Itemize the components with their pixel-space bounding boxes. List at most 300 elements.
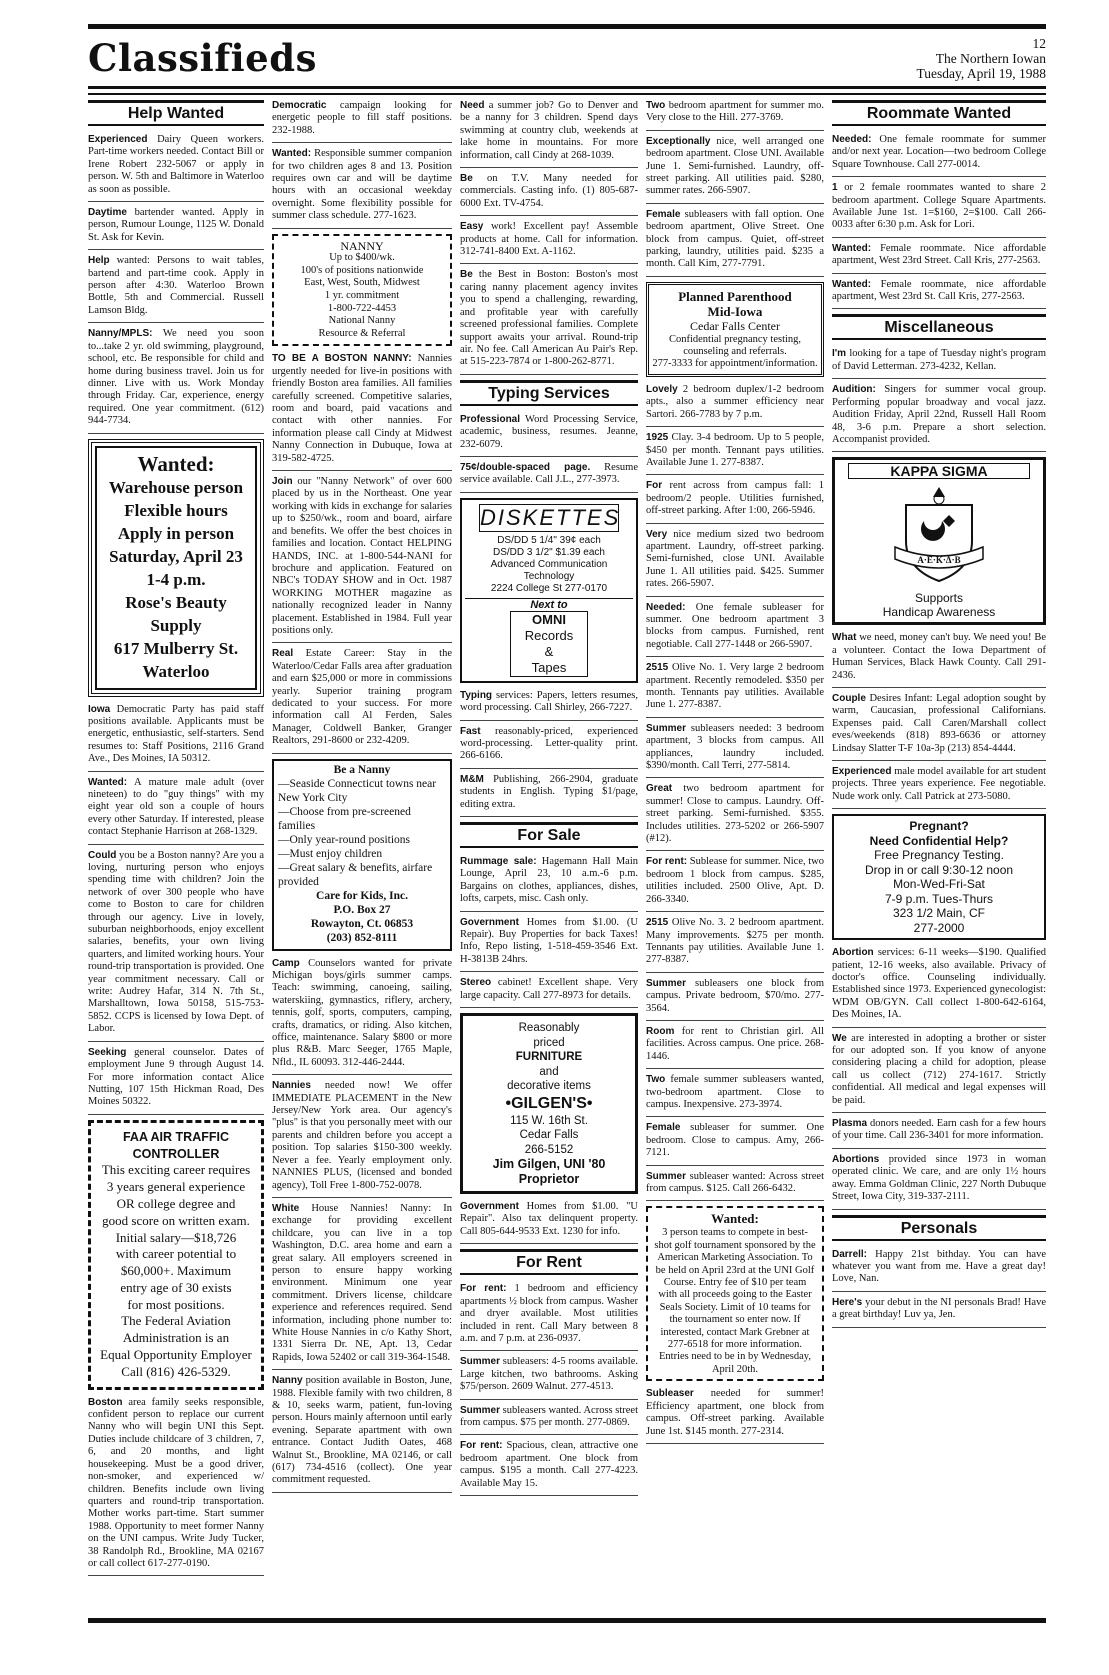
display-ad-kappa: [832, 457, 1046, 625]
ad-lead-word: 75¢/double-spaced page.: [460, 461, 591, 473]
display-ad-line: NANNY: [340, 238, 384, 253]
ad-lead-word: Here's: [832, 1296, 863, 1308]
ad-text: needed for summer! Efficiency apartment, one block from campus. Off-street parking. Available June 1st. $145 month. 277-2314.: [646, 1388, 824, 1437]
classified-ad: [646, 384, 824, 427]
display-ad-line: priced: [533, 1036, 565, 1049]
display-ad-line: Records: [510, 628, 588, 644]
ad-text: needed now! We offer IMMEDIATE PLACEMENT in the New Jersey/New York area. Our agency's "plus" is that you personally meet with our parents and children before you accept a position. Top salaries $150-300 weekly. Never a fee. Yearly employment only. NANNIES PLUS, (licensed and bonded agency), Toll Free 1-800-752-0078.: [272, 1080, 452, 1191]
ad-text: work! Excellent pay! Assemble products at home. Call for information. 312-741-8400 Ext. A-1162.: [460, 221, 638, 258]
display-ad-line: P.O. Box 27: [333, 903, 391, 916]
classified-ad: [460, 977, 638, 1008]
ad-text: looking for a tape of Tuesday night's program of David Letterman. 273-4232, Kellan.: [832, 348, 1046, 372]
ad-lead-word: What: [832, 632, 857, 644]
display-ad-line: Saturday, April 23: [109, 546, 243, 566]
section-heading: Personals: [832, 1215, 1046, 1241]
display-ad-line: Jim Gilgen, UNI '80: [492, 1157, 606, 1172]
classified-ad: [88, 1397, 264, 1577]
display-ad-line: Equal Opportunity Employer: [100, 1347, 252, 1363]
bottom-rule: [88, 1618, 1046, 1623]
issue-date: Tuesday, April 19, 1988: [916, 66, 1046, 81]
classified-ad: [272, 958, 452, 1076]
display-ad-line: 323 1/2 Main, CF: [892, 906, 986, 921]
ad-text: for rent to Christian girl. All facilities. Across campus. One price. 268-1446.: [646, 1025, 824, 1062]
display-ad-line: Wanted:: [711, 1211, 759, 1227]
column-5: [832, 100, 1046, 1610]
classified-ad: [646, 529, 824, 597]
ad-lead-word: Democratic: [272, 100, 327, 111]
ad-lead-word: Be: [460, 269, 473, 281]
display-ad-line: Mid-Iowa: [707, 303, 763, 319]
ad-text: subleasers wanted. Across street from campus. $75 per month. 277-0869.: [460, 1404, 638, 1428]
classified-ad: [460, 221, 638, 264]
display-ad-line: Rose's Beauty: [125, 592, 227, 612]
classified-ad: [460, 414, 638, 457]
ad-text: 1 bedroom and efficiency apartments ½ block from campus. Washer and dryer available. Most utilities included in rent. Call Mary between 8 a.m. and 7 p.m. at 236-0937.: [460, 1283, 638, 1344]
classified-ad: [460, 774, 638, 817]
section-heading: Miscellaneous: [832, 314, 1046, 340]
ad-lead-word: Needed:: [832, 134, 872, 145]
ad-lead-word: 2515: [646, 917, 669, 929]
classified-ad: [646, 100, 824, 131]
page-number: 12: [1032, 36, 1046, 51]
crest-motto-text: A·E·K·Δ·B: [917, 555, 961, 566]
ad-text: campaign looking for energetic people to fill staff positions. 232-1988.: [272, 100, 452, 136]
display-ad-pregnant: [832, 814, 1046, 940]
ad-text: Resume service available. Call J.L., 277-3973.: [460, 461, 638, 486]
ad-lead-word: Government: [460, 1201, 519, 1213]
display-ad-line: 3 person teams to compete in best-shot golf tournament sponsored by the American Marketing Association. To be held on April 23rd at the UNI Golf Course. Entry fee of $10 per team with all proceeds going to the Easter Seals Society. Limit of 10 teams for the tournament so enter now. If interested, contact Mark Grebner at 277-6518 for more information. Entries need to be in by Wednesday, April 20th.: [654, 1227, 816, 1375]
ad-text: wanted: Persons to wait tables, bartend and part-time cook. Apply in person after 4:30. Waterloo Brown Bottle, 5th and Commercial. Russell Lamson Bldg.: [88, 255, 264, 316]
ad-text: or 2 female roommates wanted to share 2 bedroom apartment. College Square Apartments. Available June 1st. 1=$160, 2=$100. Call 266-0033 after 6:30 p.m. Ask for Lori.: [832, 182, 1046, 231]
display-ad-line: Free Pregnancy Testing.: [874, 848, 1004, 863]
ad-lead-word: Be: [460, 173, 473, 185]
ad-lead-word: Female: [646, 1122, 681, 1134]
classified-ad: [272, 148, 452, 228]
top-rule: [88, 24, 1046, 29]
ad-lead-word: Nannies: [272, 1080, 311, 1092]
classified-ad: [272, 353, 452, 471]
ad-lead-word: Need: [460, 100, 485, 111]
display-ad-golf: [646, 1206, 824, 1381]
ad-text: House Nannies! Nanny: In exchange for providing excellent childcare, you can live in a top Washington, D.C. area home and earn a great salary. All employers screened in person to ensure happy working environment. Minimum one year commitment. Drivers license, childcare experience and references required. Send information, including phone number to: White House Nannies in c/o Kathy Short, 1331 Sierra Dr. NE, Apt. 13, Cedar Rapids, Iowa 52402 or call 319-364-1548.: [272, 1202, 452, 1363]
ad-text: female summer subleasers wanted, two-bedroom apartment. Close to campus. Inexpensive. 273-3974.: [646, 1074, 824, 1110]
display-ad-line: This exciting career requires: [101, 1162, 251, 1178]
ad-text: reasonably-priced, experienced word-processing. Letter-quality print. 266-6166.: [460, 725, 638, 762]
ad-text: our "Nanny Network" of over 600 placed by us in the Northeast. One year working with kids in exchange for salaries up to $250/wk., room and board, airfare and benefits. We offer the best choices in families and location. Contact HELPING HANDS, INC. at 1-800-544-NANI for brochure and application. Featured on NBC's TODAY SHOW and in Oct. 1987 WORKING MOTHER magazine as nationally recognized leader in Nanny placement. Established in 1984. Full year positions only.: [272, 476, 452, 636]
display-ad-line: 266-5152: [524, 1143, 574, 1156]
ad-text: subleasers: 4-5 rooms available. Large kitchen, two bathrooms. Asking $75/person. 2609 Walnut. 277-4513.: [460, 1356, 638, 1393]
ad-text: Estate Career: Stay in the Waterloo/Cedar Falls area after graduation and earn $25,000 or more in commissions yearly. Superior training program dedicated to your success. For more information call Al Ferden, Sales Manager, Coldwell Banker, Granger Realtors, 291-8600 or 232-4209.: [272, 648, 452, 747]
display-ad-line: Up to $400/wk.: [329, 252, 395, 264]
column-1: [88, 100, 264, 1610]
ad-lead-word: Wanted:: [832, 242, 872, 254]
ad-lead-word: Summer: [460, 1356, 501, 1368]
ad-lead-word: 2515: [646, 662, 669, 674]
ad-text: donors needed. Earn cash for a few hours of your time. Call 236-3401 for more information.: [832, 1118, 1046, 1142]
classified-ad: [832, 693, 1046, 761]
display-ad-line: decorative items: [507, 1080, 591, 1093]
ad-text: subleasers one block from campus. Private bedroom, $70/mo. 277-3564.: [646, 977, 824, 1014]
classified-ad: [88, 777, 264, 845]
ad-lead-word: Experienced: [88, 134, 148, 145]
classified-ad: [646, 783, 824, 851]
classified-ad: [460, 917, 638, 973]
display-ad-line: Care for Kids, Inc.: [316, 889, 408, 902]
ad-lead-word: Summer: [646, 722, 687, 734]
ad-lead-word: TO BE A BOSTON NANNY:: [272, 353, 412, 365]
display-ad-line: 100's of positions nationwide: [300, 264, 424, 276]
display-ad-line: National Nanny: [328, 315, 396, 327]
classified-ad: [646, 856, 824, 912]
display-ad-line: Resource & Referral: [318, 327, 406, 339]
ad-text: you be a Boston nanny? Are you a loving, nurturing person who enjoys spending time with children? Join the network of over 300 people who have come to Boston to care for children through our agency. Live in lovely, suburban neighborhoods, enjoy excellent salaries, benefits, your own living quarters, and limited working hours. Your round-trip transportation is provided. One year commitment necessary. Call or write: Audrey Hafar, 314 N. 7th St., Marshalltown, Iowa 50158, 515-753-5852. CCPS is licensed by Iowa Dept. of Labor.: [88, 849, 264, 1035]
section-heading: Roommate Wanted: [832, 100, 1046, 126]
classified-ad: [646, 917, 824, 973]
display-ad-line: 617 Mulberry St.: [113, 638, 239, 658]
display-ad-pp: [646, 282, 824, 377]
classified-ad: [832, 1033, 1046, 1113]
ad-text: We need you soon to...take 2 yr. old swimming, playground, school, etc. Be responsible for child and home during business travel. Join us for dinner. Live with us. Work Monday through Friday. Car, experience, energy required. One year commitment. (612) 944-7734.: [88, 328, 264, 427]
ad-lead-word: Exceptionally: [646, 135, 711, 147]
display-ad-line: &: [510, 644, 588, 660]
ad-text: Happy 21st bithday. You can have whatever you want from me. Have a great day! Love, Nan.: [832, 1248, 1046, 1285]
display-ad-line: DS/DD 3 1/2" $1.39 each: [493, 546, 605, 558]
ad-text: on T.V. Many needed for commercials. Casting info. (1) 805-687-6000 Ext. TV-4754.: [460, 173, 638, 209]
classified-ad: [646, 1074, 824, 1117]
classified-ad: [460, 690, 638, 721]
ad-lead-word: Typing: [460, 689, 493, 701]
ad-lead-word: M&M: [460, 773, 484, 785]
display-ad-line: 1 yr. commitment: [324, 290, 400, 302]
classified-ad: [88, 207, 264, 250]
classified-ad: [460, 1440, 638, 1496]
ad-lead-word: Professional: [460, 413, 521, 425]
classified-ad: [460, 1201, 638, 1244]
ad-text: two bedroom apartment for summer! Close to campus. Laundry. Off-street parking. Semi-furnished. $355. Includes utilities. 273-5202 or 266-5907 (#12).: [646, 783, 824, 845]
display-ad-line: FAA AIR TRAFFIC: [122, 1129, 229, 1144]
display-ad-line: Cedar Falls Center: [690, 318, 780, 333]
classified-ad: [272, 1080, 452, 1198]
display-ad-line: East, West, South, Midwest: [304, 277, 420, 289]
ad-lead-word: Could: [88, 849, 117, 861]
display-ad-line: Advanced Communication Technology: [490, 558, 608, 582]
classified-ad: [646, 209, 824, 277]
ad-text: A mature male adult (over nineteen) to do "guy things" with my eight year old son a couple of hours every other Saturday. If interested, please contact Stephanie Harrison at 268-1329.: [88, 776, 264, 838]
display-ad-line: —Great salary & benefits, airfare provided: [278, 861, 433, 888]
display-ad-line: Call (816) 426-5329.: [121, 1363, 231, 1379]
display-ad-line: Cedar Falls: [519, 1129, 579, 1142]
ad-text: 2 bedroom duplex/1-2 bedroom apts., also a summer efficiency near Sartori. 266-7783 by 7 p.m.: [646, 383, 824, 420]
ad-lead-word: Needed:: [646, 601, 686, 613]
display-ad-line: OMNI: [510, 611, 588, 628]
ad-lead-word: Abortion: [832, 947, 874, 959]
ad-text: a summer job? Go to Denver and be a nanny for 3 children. Spend days swimming at country club, weekends at lake home in mountains. For more information, call Cindy at 268-1039.: [460, 100, 638, 161]
display-ad-line: and: [539, 1065, 559, 1078]
classified-ad: [646, 662, 824, 718]
display-ad-careforkids: [272, 759, 452, 951]
ad-lead-word: Abortions: [832, 1153, 880, 1165]
ad-lead-word: 1: [832, 182, 838, 194]
ad-lead-word: Summer: [460, 1404, 501, 1416]
display-ad-gilgens: [460, 1013, 638, 1194]
ad-lead-word: For: [646, 480, 663, 492]
display-ad-line: —Seaside Connecticut towns near New York City: [278, 777, 437, 804]
display-ad-line: Next to: [465, 598, 633, 611]
display-ad-line: —Only year-round positions: [278, 833, 411, 846]
display-ad-line: —Must enjoy children: [278, 847, 383, 860]
header-rule: [88, 86, 1046, 95]
ad-lead-word: Audition:: [832, 384, 876, 396]
column-4: [646, 100, 824, 1610]
ad-lead-word: Rummage sale:: [460, 856, 537, 867]
classified-ad: [646, 978, 824, 1021]
classified-ad: [646, 432, 824, 475]
ad-lead-word: Help: [88, 255, 110, 267]
display-ad-line: 1-4 p.m.: [146, 569, 206, 589]
ad-lead-word: Real: [272, 648, 294, 660]
ad-text: subleasers needed: 3 bedroom apartment, 3 blocks from campus. All appliances, laundry included. $390/month. Call Terri, 277-5814.: [646, 722, 824, 772]
ad-lead-word: Daytime: [88, 207, 127, 219]
ad-lead-word: For rent:: [646, 856, 688, 868]
ad-text: Female roommate. Nice affordable apartment, West 23rd Street. Call Kris, 277-2563.: [832, 242, 1046, 267]
classified-ad: [272, 1203, 452, 1370]
display-ad-nanny: [272, 234, 452, 347]
ad-lead-word: Female: [646, 208, 681, 220]
display-ad-line: 277-2000: [913, 920, 965, 935]
display-ad-line: DS/DD 5 1/4" 39¢ each: [497, 534, 601, 546]
ad-lead-word: I'm: [832, 348, 847, 360]
ad-lead-word: Nanny/MPLS:: [88, 328, 153, 340]
classified-ad: [88, 328, 264, 433]
display-ad-line: Rowayton, Ct. 06853: [310, 917, 414, 930]
ad-text: Olive No. 1. Very large 2 bedroom apartment. Recently remodeled. $350 per month. Tennants pay utilities. Available June 1. 277-8387.: [646, 662, 824, 711]
ad-text: nice medium sized two bedroom apartment. Laundry, off-street parking. Semi-furnished, close UNI. Available June 1. All utilities paid. $425. Summer rates. 266-5907.: [646, 528, 824, 590]
classified-ad: [272, 1375, 452, 1493]
display-ad-line: Supply: [150, 615, 202, 635]
section-heading: Help Wanted: [88, 100, 264, 126]
classified-ad: [272, 648, 452, 753]
display-ad-line: DISKETTES: [480, 504, 621, 530]
display-ad-line: 115 W. 16th St.: [510, 1114, 588, 1127]
display-ad-line: Need Confidential Help?: [869, 833, 1009, 848]
classified-ad: [832, 766, 1046, 809]
ad-lead-word: Iowa: [88, 703, 111, 715]
section-heading: For Rent: [460, 1249, 638, 1275]
ad-lead-word: Wanted:: [832, 278, 872, 290]
display-ad-line: Proprietor: [518, 1171, 580, 1186]
display-ad-faa: [88, 1120, 264, 1390]
display-ad-line: 1-800-722-4453: [327, 302, 397, 314]
display-ad-line: CONTROLLER: [132, 1146, 220, 1161]
ad-lead-word: Boston: [88, 1396, 123, 1408]
classified-ad: [460, 856, 638, 912]
classified-ad: [646, 136, 824, 204]
classified-ad: [832, 243, 1046, 274]
masthead-info: [916, 36, 1046, 81]
display-ad-line: Be a Nanny: [333, 763, 391, 776]
ad-text: we need, money can't buy. We need you! Be a volunteer. Contact the Iowa Department of Human Services, Black Hawk County. Call 291-2436.: [832, 632, 1046, 681]
display-ad-line: entry age of 30 exists: [120, 1279, 232, 1295]
ad-text: services: 6-11 weeks—$190. Qualified patient, 12-16 weeks, also available. Privacy of doctor's office. Counseling individually. Established since 1973. Experienced gynecologist: WDM OB/GYN. Call collect 1-800-642-6164, Des Moines, IA.: [832, 947, 1046, 1021]
classified-ad: [460, 100, 638, 168]
display-ad-line: 7-9 p.m. Tues-Thurs: [884, 891, 994, 906]
classified-ad: [646, 480, 824, 523]
classified-ad: [832, 384, 1046, 452]
classified-ad: [88, 134, 264, 202]
ad-lead-word: Summer: [646, 1170, 687, 1182]
ad-text: Homes from $1.00. (U Repair). Buy Properties for back Taxes! Info, Repo listing, 1-518-459-3546 Ext. H-3813B 24hrs.: [460, 916, 638, 965]
ad-lead-word: Plasma: [832, 1118, 868, 1130]
ad-lead-word: Experienced: [832, 765, 892, 777]
display-ad-warehouse: [88, 439, 264, 697]
ad-lead-word: Join: [272, 476, 293, 488]
ad-text: Desires Infant: Legal adoption sought by warm, Caucasian, professional Californians. Expenses paid. Call Caren/Marshall collect eves/weekends (818) 893-6636 or attorney Lindsay Slatter T-F 10a-3p (213) 854-4444.: [832, 692, 1046, 754]
classified-ad: [272, 476, 452, 643]
ad-lead-word: Camp: [272, 957, 300, 969]
ad-text: Dairy Queen workers. Part-time workers needed. Contact Bill or Irene Robert 232-5067 or apply in person. W. 5th and Baltimore in Waterloo as soon as possible.: [88, 134, 264, 195]
display-ad-line: Pregnant?: [909, 819, 969, 834]
classified-ad: [832, 632, 1046, 688]
display-ad-line: for most positions.: [127, 1296, 225, 1312]
ad-lead-word: Nanny: [272, 1375, 303, 1387]
ad-text: position available in Boston, June, 1988. Flexible family with two children, 8 & 10, seeks warm, patient, fun-loving person. Hours mainly afternoon until early evening. Separate apartment with own entrance. Contact Judith Oates, 468 Walnut St., Brookline, MA 02146, or call (617) 734-4516 (collect). One year commitment requested.: [272, 1375, 452, 1486]
classified-ad: [460, 1356, 638, 1399]
display-ad-line: $60,000+. Maximum: [120, 1263, 232, 1279]
display-ad-line: FURNITURE: [515, 1051, 583, 1064]
classified-ad: [832, 1297, 1046, 1328]
display-ad-line: 2224 College St 277-0170: [490, 582, 608, 594]
ad-text: One female subleaser for summer. One bedroom apartment 3 blocks from campus. Furnished, rent negotiable. Call 277-1448 or 266-5907.: [646, 601, 824, 650]
classified-ad: [460, 462, 638, 493]
classified-ad: [646, 723, 824, 779]
display-ad-line: —Choose from pre-screened families: [278, 805, 411, 832]
classified-ad: [646, 1026, 824, 1069]
ad-lead-word: Darrell:: [832, 1248, 868, 1260]
classified-ad: [88, 1047, 264, 1115]
classified-ad: [460, 1405, 638, 1436]
ad-lead-word: Very: [646, 528, 668, 540]
classified-ad: [832, 182, 1046, 238]
display-ad-line: with career potential to: [115, 1246, 237, 1262]
ad-lead-word: Fast: [460, 725, 481, 737]
display-ad-line: Planned Parenthood: [678, 288, 792, 304]
display-ad-line: Reasonably: [518, 1022, 580, 1035]
ad-text: the Best in Boston: Boston's most caring nanny placement agency invites you to spend a challenging, rewarding, and profitable year with carefully screened professional families. Complete support awaits your arrival. Round-trip air. No fee. Call American Au Pair's Rep. at 515-223-7874 or 1-800-262-8771.: [460, 269, 638, 368]
display-ad-line: Waterloo: [142, 661, 210, 681]
display-ad-line: Flexible hours: [124, 500, 228, 520]
classified-ad: [832, 1154, 1046, 1210]
display-ad-line: Apply in person: [117, 523, 235, 543]
ad-text: general counselor. Dates of employment June 9 through August 14. For more information contact Alice Nutting, 107 15th Hickman Road, Des Moines 50322.: [88, 1046, 264, 1108]
ad-text: subleaser wanted: Across street from campus. $125. Call 266-6432.: [646, 1170, 824, 1194]
classified-ad: [832, 134, 1046, 177]
kappa-sigma-crest-icon: [889, 483, 989, 587]
column-3: [460, 100, 638, 1610]
publication-name: The Northern Iowan: [935, 51, 1046, 66]
ad-text: Responsible summer companion for two children ages 8 and 13. Position requires own car and will be daytime hours with an occasional weekday overnight. Some flexibility possible for summer class schedule. 277-1623.: [272, 148, 452, 222]
classified-ad: [88, 255, 264, 323]
display-ad-line: Warehouse person: [108, 477, 244, 497]
ad-lead-word: Stereo: [460, 977, 492, 989]
display-ad-line: 277-3333 for appointment/information.: [652, 357, 818, 369]
display-ad-line: good score on written exam.: [102, 1212, 250, 1228]
classified-ad: [88, 704, 264, 772]
display-ad-line: Initial salary—$18,726: [115, 1229, 237, 1245]
classified-ad: [832, 279, 1046, 310]
display-ad-diskettes: [460, 498, 638, 683]
classified-ad: [460, 269, 638, 374]
ad-text: Publishing, 266-2904, graduate students in English. Typing $1/page, editing extra.: [460, 773, 638, 810]
ad-text: provided since 1973 in woman operated clinic. We care, and are only 1½ hours away. Emma Goldman Clinic, 227 North Dubuque Street, Iowa City, 319-337-2111.: [832, 1153, 1046, 1203]
ad-text: Democratic Party has paid staff positions available. Applicants must be energetic, enthusiastic, self-starters. Send resumes to: Staff Positions, 2116 Grand Ave., Des Moines, IA 50312.: [88, 703, 264, 765]
display-ad-line: OR college degree and: [116, 1195, 236, 1211]
ad-lead-word: Government: [460, 916, 519, 928]
ad-text: Female roommate, nice affordable apartment, West 23rd St. Call Kris, 277-2563.: [832, 278, 1046, 303]
ad-text: bedroom apartment for summer mo. Very close to the Hill. 277-3769.: [646, 100, 824, 124]
classified-ad: [272, 100, 452, 143]
ad-text: subleasers with fall option. One bedroom apartment, Olive Street. One block from campus. Quiet, off-street parking, laundry, utilities paid. $235 a month. Call Kim, 277-7791.: [646, 208, 824, 270]
ad-text: nice, well arranged one bedroom apartment. Close UNI. Available June 1. Semi-furnished. Laundry, off-street parking. All utilities paid. $280, summer rates. 266-5907.: [646, 135, 824, 197]
page-title: Classifieds: [88, 36, 317, 80]
display-ad-line: •GILGEN'S•: [505, 1094, 593, 1112]
ad-lead-word: For rent:: [460, 1440, 503, 1452]
display-ad-line: Handicap Awareness: [882, 605, 996, 620]
ad-lead-word: 1925: [646, 432, 669, 444]
display-ad-line: KAPPA SIGMA: [848, 463, 1030, 479]
ad-lead-word: Summer: [646, 977, 687, 989]
display-ad-line: Mon-Wed-Fri-Sat: [893, 877, 985, 892]
ad-text: Clay. 3-4 bedroom. Up to 5 people, $450 per month. Tennant pays utilities. Available June 1. 277-8387.: [646, 432, 824, 468]
classified-ad: [832, 1118, 1046, 1149]
ad-text: Word Processing Service, academic, business, resumes. Jeanne, 232-6079.: [460, 413, 638, 450]
display-ad-line: Tapes: [510, 660, 588, 677]
ad-text: Homes from $1.00. "U Repair". Also tax delinquent property. Call 805-644-9533 Ext. 1230 for info.: [460, 1201, 638, 1237]
display-ad-line: Administration is an: [122, 1330, 230, 1346]
ad-text: are interested in adopting a brother or sister for our adopted son. If you know of anyone considering placing a child for adoption, please call us collect (712) 274-1617. Strictly confidential. All medical and legal expenses will be paid.: [832, 1032, 1046, 1106]
classifieds-columns: [88, 100, 1046, 1610]
classified-ad: [646, 1171, 824, 1202]
classified-ad: [646, 602, 824, 658]
classified-ad: [832, 947, 1046, 1027]
ad-text: subleaser for summer. One bedroom. Close to campus. Amy, 266-7121.: [646, 1122, 824, 1159]
display-ad-line: 3 years general experience: [106, 1179, 246, 1195]
classified-ad: [832, 348, 1046, 379]
ad-lead-word: Subleaser: [646, 1388, 694, 1400]
ad-text: Olive No. 3. 2 bedroom apartment. Many improvements. $275 per month. Tennants pay utilities. Available June 1. 277-8387.: [646, 917, 824, 966]
display-ad-line: Drop in or call 9:30-12 noon: [864, 862, 1014, 877]
display-ad-line: Confidential pregnancy testing, counseling and referrals.: [668, 333, 802, 357]
classified-ad: [646, 1388, 824, 1444]
ad-lead-word: We: [832, 1032, 847, 1044]
ad-lead-word: Wanted:: [272, 148, 312, 160]
ad-text: area family seeks responsible, confident person to replace our current Nanny who will begin UNI this Sept. Duties include childcare of 3 children, 7, 6, and 20 months, and light housekeeping. Must be a good driver, non-smoker, and experienced w/ children. Benefits include own living quarters and round-trip transportation. Mother works part-time. Start summer 1988. Opportunity to meet former Nanny on the UNI campus. Write Judy Tucker, 38 Randolph Rd., Brookline, MA 02167 or call collect 617-277-0190.: [88, 1396, 264, 1569]
classified-ad: [88, 850, 264, 1042]
ad-lead-word: Two: [646, 100, 666, 111]
ad-text: Singers for summer vocal group. Performing popular broadway and vocal jazz. Audition Friday, April 22nd, Russell Hall Room 48, 3-6 p.m. Prepare a short selection. Accompanist provided.: [832, 384, 1046, 445]
display-ad-line: (203) 852-8111: [326, 931, 398, 944]
ad-text: Spacious, clean, attractive one bedroom apartment. One block from campus. $195 a month. Call 277-4223. Available May 15.: [460, 1440, 638, 1489]
column-2: [272, 100, 452, 1610]
ad-lead-word: Lovely: [646, 383, 678, 395]
classified-ad: [460, 726, 638, 769]
ad-lead-word: Couple: [832, 692, 866, 704]
ad-text: Counselors wanted for private Michigan boys/girls summer camps. Teach: swimming, canoeing, sailing, waterskiing, gymnastics, riflery, archery, tennis, golf, sports, computers, camping, crafts, dramatics, or riding. Also kitchen, office, maintenance. Salary $800 or more plus R&B. Marc Seeger, 1765 Maple, Nfld., IL 60093. 312-446-2444.: [272, 957, 452, 1068]
ad-lead-word: Wanted:: [88, 776, 128, 788]
ad-lead-word: Great: [646, 783, 673, 795]
ad-lead-word: Easy: [460, 221, 484, 233]
section-heading: Typing Services: [460, 380, 638, 406]
ad-text: rent across from campus fall: 1 bedroom/2 people. Utilities furnished, off-street parking. After 1:00, 266-5946.: [646, 480, 824, 517]
